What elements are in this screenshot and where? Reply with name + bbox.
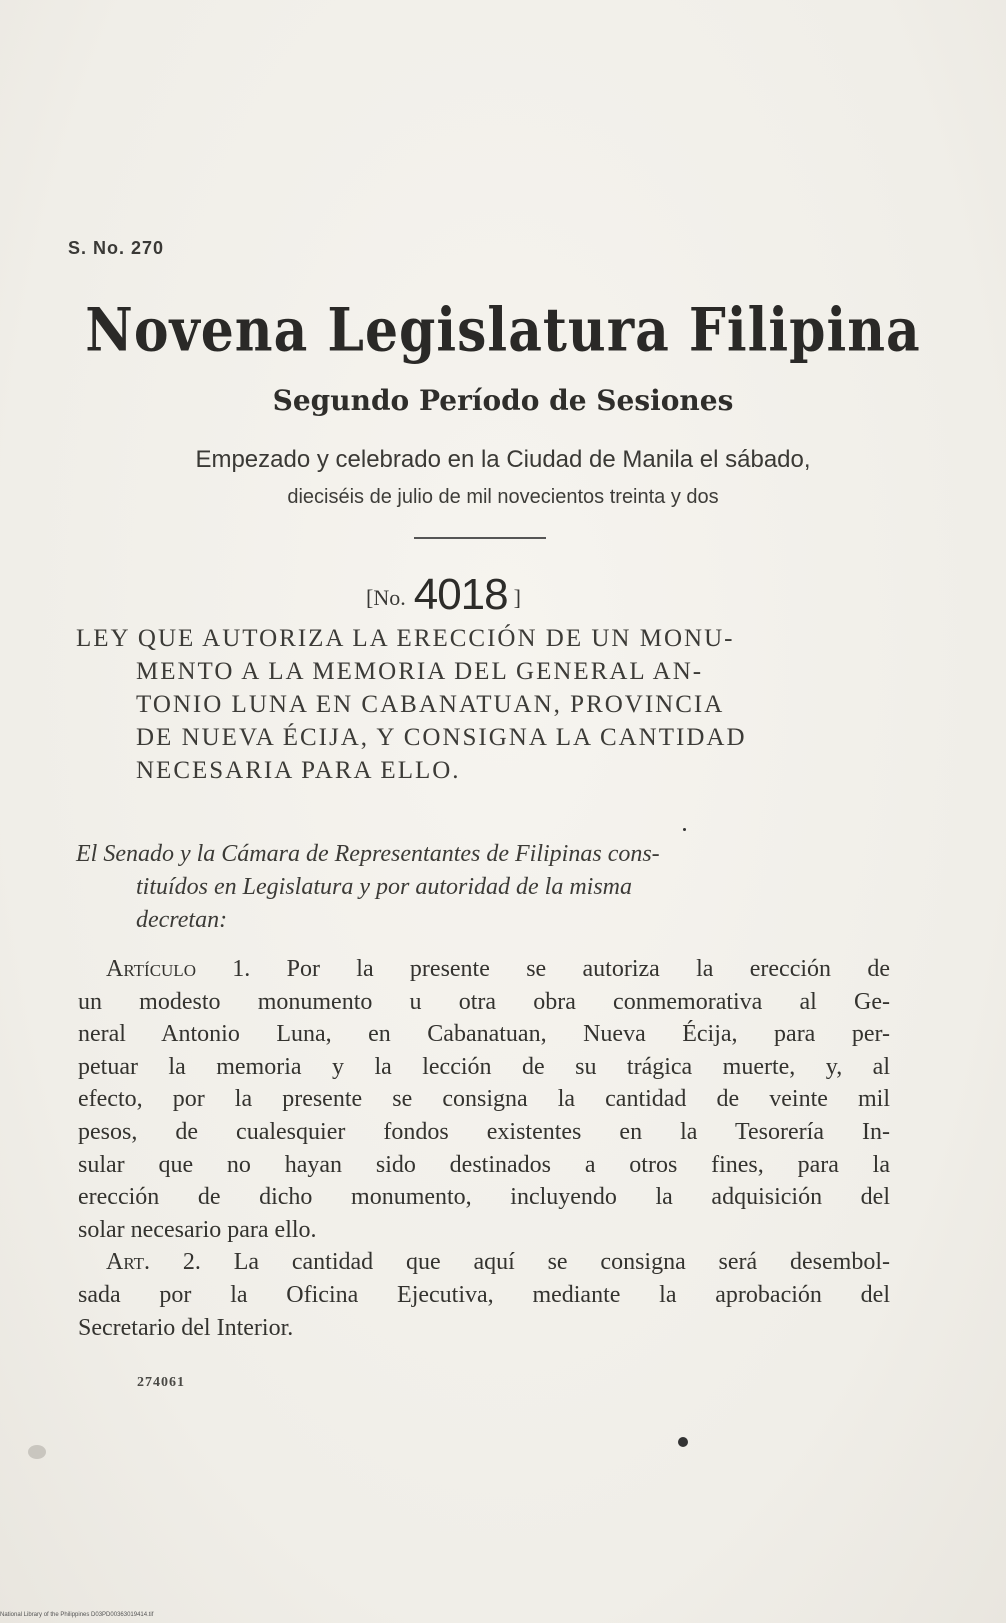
session-heading: Segundo Período de Sesiones <box>272 384 734 417</box>
body-line: erección de dicho monumento, incluyendo la adquisición del <box>78 1184 890 1211</box>
article-2-label: Art. 2. <box>106 1249 201 1276</box>
legislature-heading: Novena Legislatura Filipina <box>85 295 921 366</box>
body-line: un modesto monumento u otra obra conmemorativa al Ge- <box>78 988 890 1015</box>
act-number: 4018 <box>413 570 508 619</box>
body-line: solar necesario para ello. <box>78 1216 317 1243</box>
body-line: sular que no hayan sido destinados a otros fines, para la <box>78 1151 890 1178</box>
divider-rule <box>414 537 546 539</box>
body-line: Secretario del Interior. <box>78 1314 294 1341</box>
title-line: MENTO A LA MEMORIA DEL GENERAL AN- <box>136 658 704 685</box>
title-line: LEY QUE AUTORIZA LA ERECCIÓN DE UN MONU- <box>76 625 735 652</box>
body-line: petuar la memoria y la lección de su trágica muerte, y, al <box>78 1053 890 1080</box>
intro-line-2: dieciséis de julio de mil novecientos treinta y dos <box>287 486 719 508</box>
article-1-label: Artículo 1. <box>106 956 251 982</box>
enacting-line: tituídos en Legislatura y por autoridad de la misma <box>136 874 633 900</box>
ink-smudge <box>28 1445 46 1459</box>
title-line: TONIO LUNA EN CABANATUAN, PROVINCIA <box>136 691 725 718</box>
article-1-first-line <box>78 953 890 986</box>
act-prefix: [No. <box>366 585 406 610</box>
body-line: sada por la Oficina Ejecutiva, mediante la aprobación del <box>78 1281 890 1308</box>
title-line: DE NUEVA ÉCIJA, Y CONSIGNA LA CANTIDAD <box>136 724 747 751</box>
scan-footer: National Library of the Philippines D03PD00363019414.tif <box>0 1612 154 1618</box>
bill-number: S. No. 270 <box>68 238 165 258</box>
intro-line-1: Empezado y celebrado en la Ciudad de Manila el sábado, <box>195 446 811 473</box>
body-line: La cantidad que aquí se consigna será desembol- <box>233 1249 890 1276</box>
print-code: 274061 <box>137 1375 185 1390</box>
act-title <box>76 622 891 787</box>
body-line: neral Antonio Luna, en Cabanatuan, Nueva Écija, para per- <box>78 1021 890 1048</box>
ink-spot <box>678 1437 688 1447</box>
body-line: Por la presente se autoriza la erección de <box>286 956 890 982</box>
act-number-line <box>366 566 521 619</box>
act-suffix: ] <box>513 585 521 610</box>
body-line: pesos, de cualesquier fondos existentes en la Tesorería In- <box>78 1118 890 1145</box>
article-2-first-line <box>78 1246 890 1279</box>
act-body <box>78 953 890 1344</box>
enacting-line: decretan: <box>136 907 228 933</box>
enacting-line: El Senado y la Cámara de Representantes de Filipinas cons- <box>76 841 660 867</box>
title-line: NECESARIA PARA ELLO. <box>136 757 461 784</box>
ink-speck <box>683 828 686 831</box>
enacting-clause <box>76 838 891 937</box>
body-line: efecto, por la presente se consigna la cantidad de veinte mil <box>78 1086 890 1113</box>
